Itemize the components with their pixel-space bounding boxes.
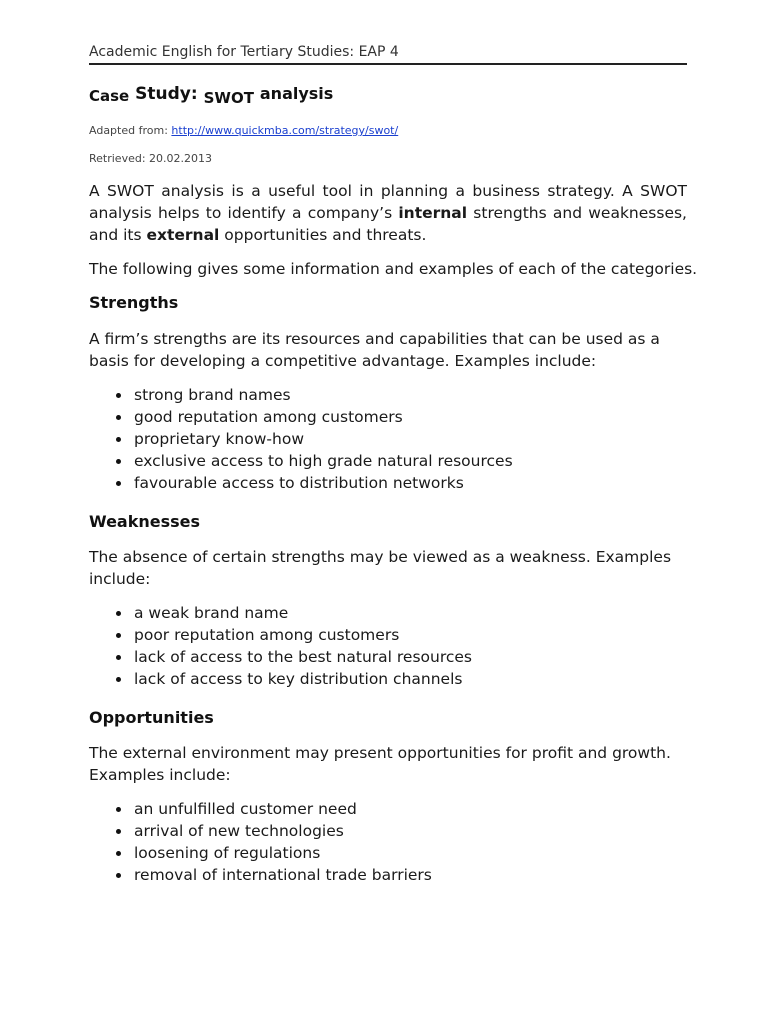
weaknesses-paragraph: The absence of certain strengths may be viewed as a weakness. Examples include: — [89, 548, 672, 588]
list-item: good reputation among customers — [89, 406, 513, 428]
list-item: a weak brand name — [89, 602, 472, 624]
opportunities-paragraph: The external environment may present opportunities for profit and growth. Examples include: — [89, 744, 671, 784]
weaknesses-heading: Weaknesses — [89, 512, 201, 531]
bullet-icon — [116, 655, 121, 660]
opportunities-list — [89, 798, 432, 886]
adapted-label: Adapted from: — [89, 124, 168, 137]
intro-line-3: and its external opportunities and threats. — [89, 226, 427, 244]
weaknesses-list — [89, 602, 472, 690]
opportunities-heading: Opportunities — [89, 708, 214, 727]
title-word-analysis: analysis — [259, 84, 334, 103]
strengths-heading: Strengths — [89, 293, 179, 312]
bullet-icon — [116, 437, 121, 442]
bullet-icon — [116, 873, 121, 878]
external-emphasis: external — [146, 226, 220, 244]
list-item: favourable access to distribution networks — [89, 472, 513, 494]
bullet-icon — [116, 633, 121, 638]
bullet-icon — [116, 851, 121, 856]
page-title — [89, 86, 333, 106]
bullet-icon — [116, 393, 121, 398]
list-item: lack of access to key distribution channels — [89, 668, 472, 690]
bullet-icon — [116, 829, 121, 834]
bullet-icon — [116, 807, 121, 812]
list-item: arrival of new technologies — [89, 820, 432, 842]
title-word-study: Study: — [135, 84, 198, 104]
list-item: strong brand names — [89, 384, 513, 406]
list-item: proprietary know-how — [89, 428, 513, 450]
source-line — [89, 124, 398, 137]
bullet-icon — [116, 415, 121, 420]
bullet-icon — [116, 459, 121, 464]
list-item: exclusive access to high grade natural resources — [89, 450, 513, 472]
running-header: Academic English for Tertiary Studies: EAP 4 — [89, 44, 687, 65]
source-link[interactable]: http://www.quickmba.com/strategy/swot/ — [171, 124, 399, 137]
list-item: poor reputation among customers — [89, 624, 472, 646]
internal-emphasis: internal — [398, 204, 468, 222]
list-item: an unfulfilled customer need — [89, 798, 432, 820]
strengths-list — [89, 384, 513, 494]
intro-line-1: A SWOT analysis is a useful tool in planning a business strategy. A SWOT — [89, 182, 687, 200]
title-word-swot: SWOT — [203, 89, 254, 107]
following-paragraph: The following gives some information and examples of each of the categories. — [89, 260, 698, 278]
bullet-icon — [116, 677, 121, 682]
bullet-icon — [116, 481, 121, 486]
bullet-icon — [116, 611, 121, 616]
list-item: loosening of regulations — [89, 842, 432, 864]
retrieved-date: Retrieved: 20.02.2013 — [89, 152, 213, 165]
list-item: removal of international trade barriers — [89, 864, 432, 886]
strengths-paragraph: A firm’s strengths are its resources and capabilities that can be used as a basis for developing a competitive advantage. Examples include: — [89, 330, 660, 370]
intro-line-2: analysis helps to identify a company’s internal strengths and weaknesses, — [89, 204, 687, 222]
intro-paragraph — [89, 180, 687, 246]
title-word-case: Case — [89, 87, 130, 105]
list-item: lack of access to the best natural resources — [89, 646, 472, 668]
